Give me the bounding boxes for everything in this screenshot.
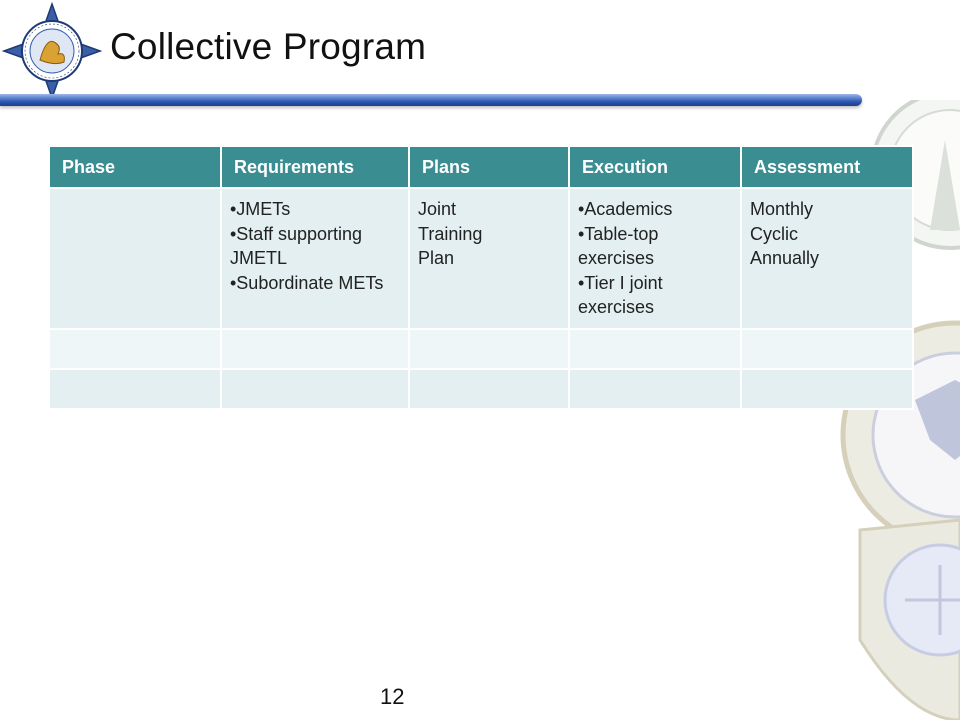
phase-cell [49, 329, 221, 369]
assessment-cell [741, 329, 913, 369]
plans-cell [409, 329, 569, 369]
column-header-execution: Execution [569, 146, 741, 188]
phase-cell [49, 188, 221, 329]
table-row [49, 188, 913, 329]
table-header-row [49, 146, 913, 188]
requirements-item: •Subordinate METs [230, 272, 384, 293]
requirements-cell [221, 329, 409, 369]
column-header-phase: Phase [49, 146, 221, 188]
execution-item: •Table-top exercises [578, 223, 659, 268]
assessment-cell [741, 369, 913, 409]
column-header-assessment: Assessment [741, 146, 913, 188]
plans-cell: Joint Training Plan [409, 188, 569, 329]
column-header-requirements: Requirements [221, 146, 409, 188]
column-header-plans: Plans [409, 146, 569, 188]
requirements-item: •Staff supporting JMETL [230, 223, 363, 268]
assessment-cell: Monthly Cyclic Annually [741, 188, 913, 329]
table-row [49, 329, 913, 369]
requirements-cell [221, 188, 409, 329]
title-underline-bar [0, 94, 862, 106]
collective-program-table [48, 145, 914, 410]
execution-cell [569, 369, 741, 409]
execution-item: •Tier I joint exercises [578, 272, 663, 317]
table-row [49, 369, 913, 409]
slide-title: Collective Program [110, 26, 427, 67]
requirements-cell [221, 369, 409, 409]
plans-cell [409, 369, 569, 409]
execution-item: •Academics [578, 199, 673, 219]
phase-cell [49, 369, 221, 409]
requirements-item: •JMETs [230, 199, 291, 219]
page-number: 12 [380, 684, 405, 709]
execution-cell [569, 329, 741, 369]
execution-cell [569, 188, 741, 329]
command-seal-logo [2, 2, 102, 100]
